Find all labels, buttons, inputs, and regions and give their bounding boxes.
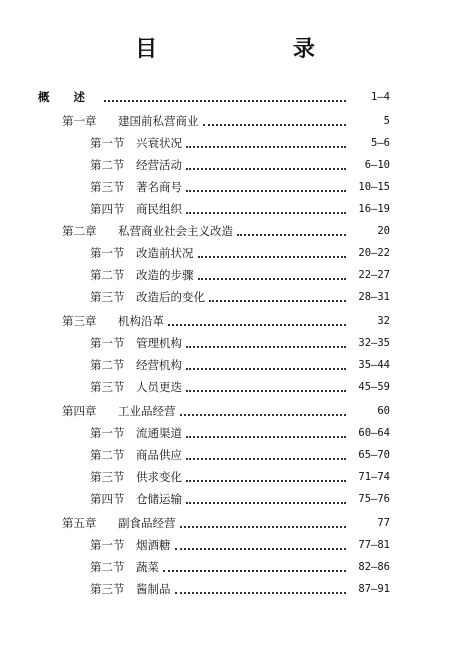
section-title: 改造的步骤: [136, 268, 194, 282]
chapter-title: 建国前私营商业: [118, 114, 199, 128]
page-number: 1—4: [371, 91, 390, 103]
section-label: 第一节: [90, 426, 125, 440]
page-number: 32: [377, 315, 390, 327]
toc-chapter: [62, 312, 390, 330]
dot-leader: [180, 413, 347, 416]
section-label: 第四节: [90, 492, 125, 506]
dot-leader: [186, 145, 346, 148]
section-title: 人员更迭: [136, 380, 182, 394]
dot-leader: [186, 479, 346, 482]
section-label: 第一节: [90, 136, 125, 150]
dot-leader: [237, 233, 346, 236]
toc-section: [90, 446, 390, 464]
chapter-label: 第五章: [62, 516, 97, 530]
toc-chapter: [62, 112, 390, 130]
dot-leader: [180, 525, 347, 528]
page-number: 5—6: [371, 137, 390, 149]
section-title: 经营机构: [136, 358, 182, 372]
section-title: 酱制品: [136, 582, 171, 596]
toc-section: [90, 156, 390, 174]
page-number: 75—76: [358, 493, 390, 505]
section-title: 经营活动: [136, 158, 182, 172]
chapter-title: 私营商业社会主义改造: [118, 224, 233, 238]
page-number: 65—70: [358, 449, 390, 461]
toc-section: [90, 356, 390, 374]
page-number: 45—59: [358, 381, 390, 393]
section-label: 第三节: [90, 180, 125, 194]
dot-leader: [209, 299, 346, 302]
toc-section: [90, 378, 390, 396]
section-title: 商民组织: [136, 202, 182, 216]
dot-leader: [203, 123, 347, 126]
section-title: 流通渠道: [136, 426, 182, 440]
page-number: 60: [377, 405, 390, 417]
toc-section: [90, 558, 390, 576]
dot-leader: [186, 367, 346, 370]
dot-leader: [104, 99, 346, 102]
page-number: 22—27: [358, 269, 390, 281]
toc-section: [90, 334, 390, 352]
toc-section: [90, 288, 390, 306]
section-label: 第三节: [90, 380, 125, 394]
toc-section: [90, 468, 390, 486]
section-title: 改造前状况: [136, 246, 194, 260]
section-title: 管理机构: [136, 336, 182, 350]
section-label: 第二节: [90, 158, 125, 172]
dot-leader: [186, 211, 346, 214]
section-title: 著名商号: [136, 180, 182, 194]
page-number: 20—22: [358, 247, 390, 259]
section-label: 第二节: [90, 448, 125, 462]
section-title: 蔬菜: [136, 560, 159, 574]
section-title: 兴衰状况: [136, 136, 182, 150]
page-number: 60—64: [358, 427, 390, 439]
dot-leader: [198, 277, 347, 280]
dot-leader: [186, 189, 346, 192]
entry-label: 概 述: [38, 90, 96, 104]
chapter-label: 第四章: [62, 404, 97, 418]
page-number: 77: [377, 517, 390, 529]
chapter-label: 第一章: [62, 114, 97, 128]
section-label: 第一节: [90, 538, 125, 552]
chapter-title: 工业品经营: [118, 404, 176, 418]
toc-chapter: [62, 402, 390, 420]
toc-entry-overview: [38, 88, 390, 106]
page-number: 35—44: [358, 359, 390, 371]
dot-leader: [163, 569, 346, 572]
page-number: 6—10: [364, 159, 390, 171]
chapter-label: 第二章: [62, 224, 97, 238]
dot-leader: [186, 435, 346, 438]
section-label: 第四节: [90, 202, 125, 216]
section-label: 第一节: [90, 246, 125, 260]
dot-leader: [186, 389, 346, 392]
dot-leader: [198, 255, 347, 258]
section-label: 第三节: [90, 470, 125, 484]
toc-section: [90, 424, 390, 442]
toc-section: [90, 266, 390, 284]
page-number: 16—19: [358, 203, 390, 215]
section-label: 第二节: [90, 268, 125, 282]
section-label: 第三节: [90, 290, 125, 304]
page-number: 87—91: [358, 583, 390, 595]
section-title: 商品供应: [136, 448, 182, 462]
section-label: 第二节: [90, 358, 125, 372]
page-number: 77—81: [358, 539, 390, 551]
dot-leader: [175, 591, 347, 594]
section-label: 第三节: [90, 582, 125, 596]
section-title: 供求变化: [136, 470, 182, 484]
page-number: 10—15: [358, 181, 390, 193]
chapter-label: 第三章: [62, 314, 97, 328]
page-number: 82—86: [358, 561, 390, 573]
dot-leader: [175, 547, 347, 550]
page-number: 5: [383, 115, 390, 127]
toc-chapter: [62, 222, 390, 240]
section-label: 第二节: [90, 560, 125, 574]
page-number: 71—74: [358, 471, 390, 483]
toc-chapter: [62, 514, 390, 532]
chapter-title: 副食品经营: [118, 516, 176, 530]
section-label: 第一节: [90, 336, 125, 350]
toc-section: [90, 244, 390, 262]
dot-leader: [186, 501, 346, 504]
section-title: 改造后的变化: [136, 290, 205, 304]
toc-section: [90, 536, 390, 554]
toc-section: [90, 490, 390, 508]
dot-leader: [186, 345, 346, 348]
toc-section: [90, 134, 390, 152]
section-title: 烟酒糖: [136, 538, 171, 552]
toc-section: [90, 580, 390, 598]
dot-leader: [186, 167, 346, 170]
dot-leader: [168, 323, 346, 326]
chapter-title: 机构沿革: [118, 314, 164, 328]
dot-leader: [186, 457, 346, 460]
page-number: 32—35: [358, 337, 390, 349]
page-number: 28—31: [358, 291, 390, 303]
page-number: 20: [377, 225, 390, 237]
section-title: 仓储运输: [136, 492, 182, 506]
page-title: 目 录: [135, 36, 379, 62]
toc-section: [90, 178, 390, 196]
toc-section: [90, 200, 390, 218]
